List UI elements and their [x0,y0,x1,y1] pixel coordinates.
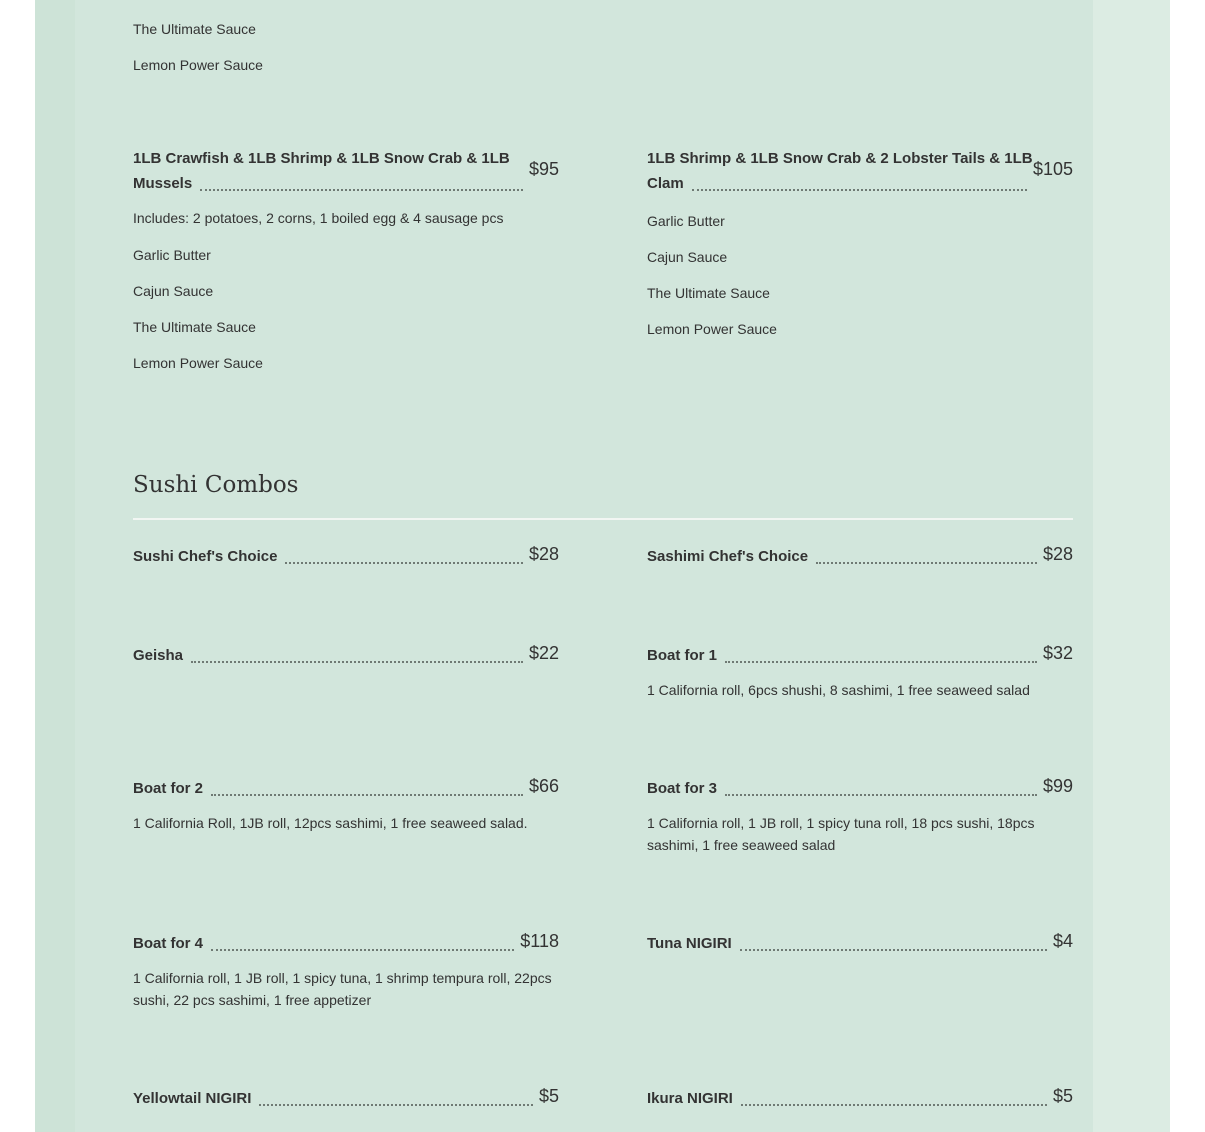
item-price: $4 [1052,931,1073,951]
sauce-option: Cajun Sauce [647,249,728,265]
item-price: $118 [520,931,559,951]
menu-item [647,930,1073,955]
sauce-option: Lemon Power Sauce [133,355,263,371]
dot-leader [725,794,1037,796]
item-title: Geisha [133,647,184,664]
dot-leader [692,189,1027,191]
item-title: Boat for 3 [647,780,718,797]
menu-item [133,775,559,834]
menu-item [133,930,559,1011]
sauce-option: Lemon Power Sauce [133,57,263,73]
item-title: Boat for 1 [647,647,718,664]
menu-item [133,642,559,667]
item-price: $32 [1042,643,1073,663]
item-description: 1 California roll, 6pcs shushi, 8 sashimi, 1 free seaweed salad [647,682,1030,698]
item-price: $28 [528,544,559,564]
item-price: $5 [1052,1086,1073,1106]
menu-item-lobster-combo [647,148,1073,195]
item-description: Includes: 2 potatoes, 2 corns, 1 boiled egg & 4 sausage pcs [133,210,504,226]
item-price: $105 [1032,159,1073,179]
dot-leader [211,794,523,796]
dot-leader [259,1104,533,1106]
item-title: Tuna NIGIRI [647,935,732,952]
item-price: $5 [538,1086,559,1106]
menu-item [647,775,1073,856]
item-price: $28 [1042,544,1073,564]
item-title-line2: Clam [647,175,684,192]
item-description: 1 California roll, 1 JB roll, 1 spicy tuna, 1 shrimp tempura roll, 22pcs sushi, 22 pcs sashimi, 1 free appetizer [133,970,552,1008]
item-price: $66 [528,776,559,796]
item-title: Ikura NIGIRI [647,1090,733,1107]
item-title-line1: 1LB Shrimp & 1LB Snow Crab & 2 Lobster Tails & 1LB [647,150,1033,167]
sauce-option: The Ultimate Sauce [133,21,256,37]
item-title: Boat for 2 [133,780,204,797]
menu-item [133,1085,559,1110]
item-title: Sashimi Chef's Choice [647,548,809,565]
item-description: 1 California Roll, 1JB roll, 12pcs sashimi, 1 free seaweed salad. [133,815,528,831]
section-divider [133,518,1073,520]
sauce-option: The Ultimate Sauce [133,319,256,335]
background-texture-right [1093,0,1170,1132]
background-texture-left [35,0,75,1132]
sauce-option: Garlic Butter [647,213,725,229]
dot-leader [816,562,1037,564]
sauce-option: The Ultimate Sauce [647,285,770,301]
menu-item-crawfish-combo [133,148,559,229]
sauce-option: Garlic Butter [133,247,211,263]
dot-leader [191,661,523,663]
item-title: Sushi Chef's Choice [133,548,278,565]
item-title-line2: Mussels [133,175,193,192]
item-price: $22 [528,643,559,663]
sauce-option: Lemon Power Sauce [647,321,777,337]
dot-leader [725,661,1037,663]
menu-item [647,543,1073,568]
item-price: $95 [528,159,559,179]
dot-leader [740,949,1047,951]
item-title: Yellowtail NIGIRI [133,1090,252,1107]
menu-item [647,642,1073,701]
menu-content [133,0,1073,1132]
dot-leader [285,562,523,564]
dot-leader [200,189,523,191]
item-title-line1: 1LB Crawfish & 1LB Shrimp & 1LB Snow Crab & 1LB [133,150,510,167]
menu-item [133,543,559,568]
sauce-option: Cajun Sauce [133,283,214,299]
menu-item [647,1085,1073,1110]
item-description: 1 California roll, 1 JB roll, 1 spicy tuna roll, 18 pcs sushi, 18pcs sashimi, 1 free seaweed salad [647,815,1035,853]
dot-leader [211,949,514,951]
dot-leader [741,1104,1047,1106]
item-price: $99 [1042,776,1073,796]
item-title: Boat for 4 [133,935,204,952]
section-title: Sushi Combos [133,472,299,498]
